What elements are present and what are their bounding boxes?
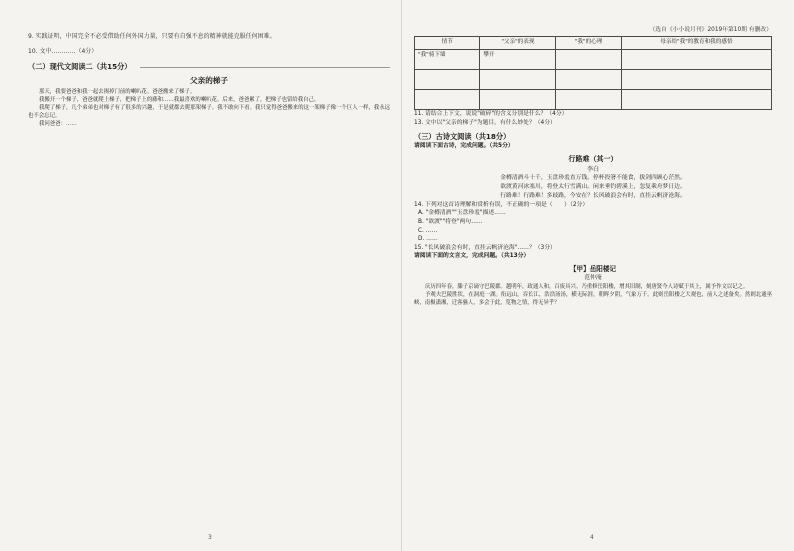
table-cell xyxy=(556,50,621,70)
section-heading-modern-reading xyxy=(28,62,390,72)
prose-title: 【甲】岳阳楼记 xyxy=(569,264,617,273)
table-cell: "我"骑下墙 xyxy=(415,50,480,70)
table-row xyxy=(415,50,772,70)
poem-line: 行路难！行路难！多歧路，今安在？长风破浪会有时，直挂云帆济沧海。 xyxy=(500,192,686,199)
table-header-cell: 情节 xyxy=(415,37,480,50)
section-rule xyxy=(140,67,390,68)
table-header-cell: "父亲"的表现 xyxy=(480,37,556,50)
question-11: 11. 请结合上下文，说说"破碎"的含义分别是什么？（4分） xyxy=(414,111,568,117)
poem-title: 行路难（其一） xyxy=(568,154,618,163)
article-paragraph: 那天，我要爸爸和我一起去揭掉门前的喇叭花。爸爸搬来了梯子。 xyxy=(39,89,196,95)
table-cell xyxy=(480,90,556,110)
table-cell xyxy=(480,70,556,90)
question-10: 10. 文中…………（4分） xyxy=(28,48,98,55)
page-spine xyxy=(401,0,402,551)
table-cell xyxy=(556,70,621,90)
table-row xyxy=(415,90,772,110)
option-a: A. "金樽清酒""玉盘珍羞"描述…… xyxy=(418,210,506,217)
plot-table xyxy=(414,36,772,110)
article-paragraph: 我搬开一个梯子，爸爸就爬上梯子，把梯子上的藤和……我最喜欢的喇叭花。后来，爸爸累了，把梯子也留给我自己。 xyxy=(39,97,320,104)
left-page xyxy=(28,26,390,541)
option-c: C. …… xyxy=(418,227,438,234)
poem-line: 金樽清酒斗十千，玉盘珍羞直万钱。停杯投箸不能食，拔剑四顾心茫然。 xyxy=(500,174,686,181)
question-9: 9. 实践证明，中国完全不必受借助任何外国力量，只要有自强不息的精神就能克服任何困难。 xyxy=(28,33,276,40)
table-cell xyxy=(621,70,771,90)
poem-author: 李白 xyxy=(586,165,599,173)
poem-instruction: 请阅读下面古诗，完成问题。（共5分） xyxy=(414,143,514,150)
prose-instruction: 请阅读下面的文言文，完成问题。（共13分） xyxy=(414,253,530,260)
table-cell: 攀开 xyxy=(480,50,556,70)
article-body xyxy=(28,88,390,128)
table-header-cell: 母亲给"我"的教育和我的感悟 xyxy=(621,37,771,50)
table-cell xyxy=(556,90,621,110)
question-14: 14. 下列对这首诗理解和赏析有误，不正确的一项是（ ）（2分） xyxy=(414,201,589,208)
prose-author: 范仲淹 xyxy=(584,274,602,281)
table-cell xyxy=(621,50,771,70)
table-header-row xyxy=(415,37,772,50)
table-row xyxy=(415,70,772,90)
source-note: （选自《小小说月刊》2019年第10期 有删改） xyxy=(649,27,772,33)
table-cell xyxy=(415,90,480,110)
table-cell xyxy=(415,70,480,90)
page-number: 3 xyxy=(208,534,212,541)
article-title: 父亲的梯子 xyxy=(190,76,228,85)
prose-paragraph: 予观夫巴陵胜状，在洞庭一湖。衔远山，吞长江，浩浩汤汤，横无际涯，朝晖夕阴，气象万千。此则岳阳楼之大观也，前人之述备矣。然则北通巫峡，南极潇湘，迁客骚人，多会于此，览物之情，得无异乎？ xyxy=(414,292,772,307)
table-cell xyxy=(621,90,771,110)
section-heading-classical: （三）古诗文阅读（共18分） xyxy=(414,132,511,142)
question-15: 15. "长风破浪会有时，直挂云帆济沧海"……？（3分） xyxy=(414,244,556,251)
article-paragraph: 我爬了梯子，几个弟弟也对梯子有了很多的兴趣，于是就都去爬那架梯子。我不敢向下看。我只觉得爸爸搬来的这一架梯子像一个巨人一样，我永远也不会忘记。 xyxy=(28,105,390,120)
question-13: 13. 文中以"父亲的梯子"为题目，有什么妙处？（4分） xyxy=(414,119,556,126)
section-label: （二）现代文阅读二（共15分） xyxy=(28,62,132,71)
table-header-cell: "我"的心理 xyxy=(556,37,621,50)
option-b: B. "欲渡""将登"两句…… xyxy=(418,218,483,225)
article-paragraph: 我问爸爸：…… xyxy=(39,121,77,128)
right-page xyxy=(414,26,772,541)
option-d: D. …… xyxy=(418,236,438,243)
prose-paragraph: 庆历四年春，滕子京谪守巴陵郡。越明年，政通人和，百废具兴。乃重修岳阳楼，增其旧制，刻唐贤今人诗赋于其上，属予作文以记之。 xyxy=(425,283,749,290)
poem-line: 欲渡黄河冰塞川，将登太行雪满山。闲来垂钓碧溪上，忽复乘舟梦日边。 xyxy=(500,183,686,190)
page-number: 4 xyxy=(590,534,594,541)
